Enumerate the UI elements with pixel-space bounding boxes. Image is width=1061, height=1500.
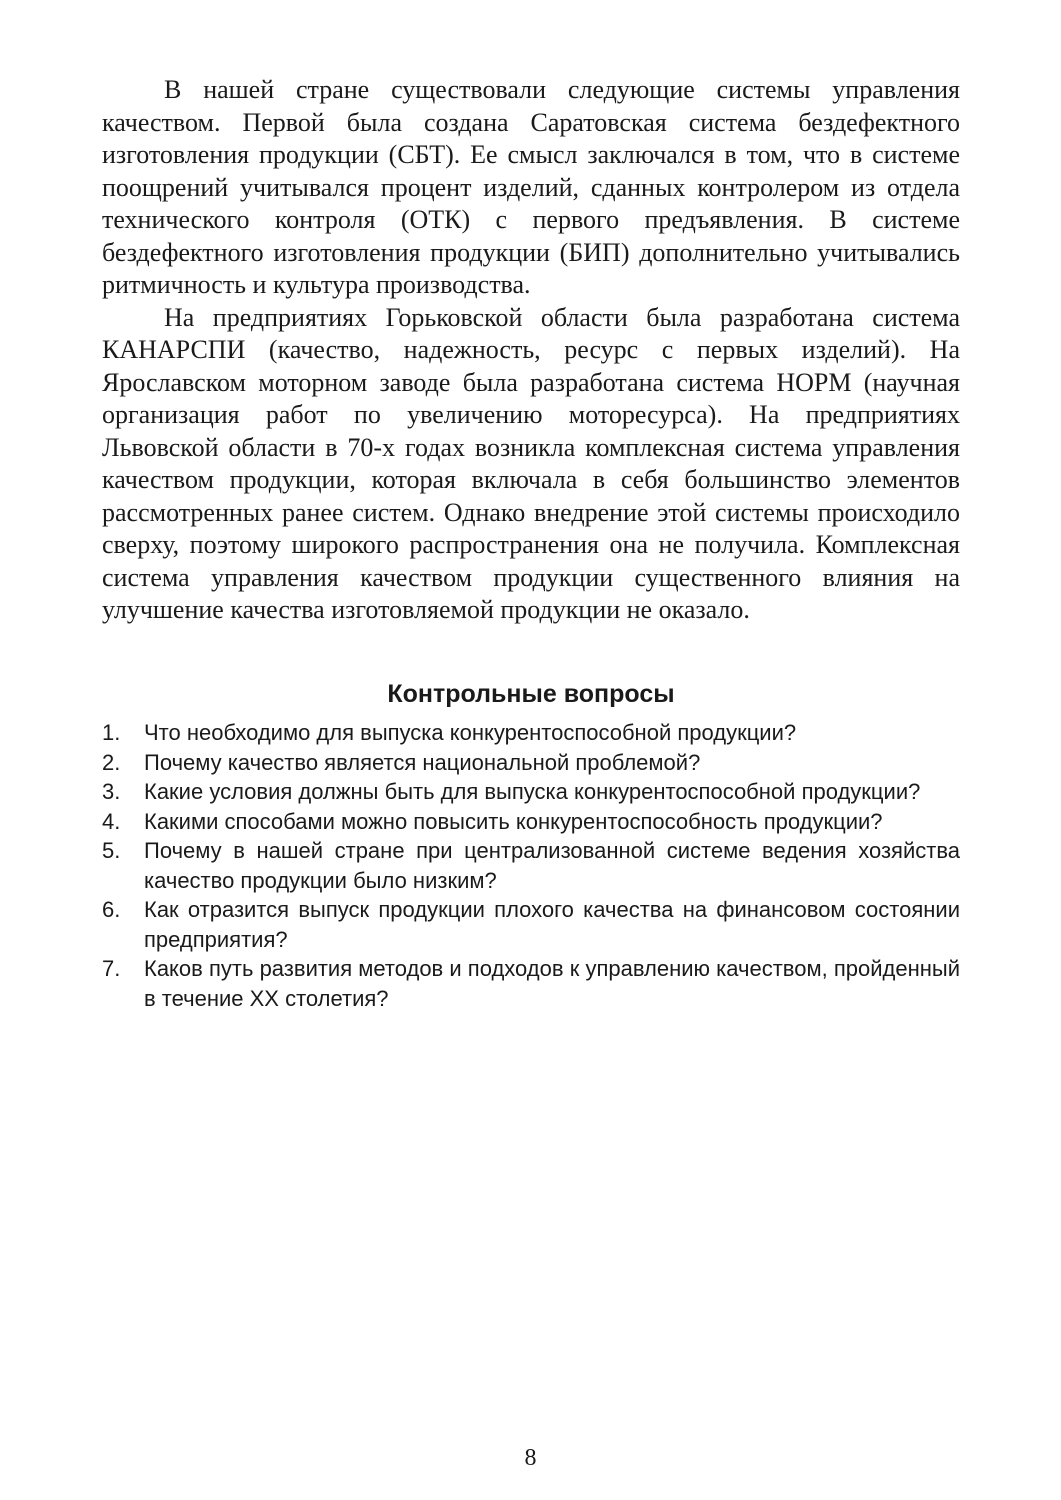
- question-number: 4.: [102, 808, 121, 834]
- question-text: Почему качество является национальной проблемой?: [144, 749, 701, 775]
- page-number: 8: [524, 1445, 537, 1471]
- question-number: 1.: [102, 720, 121, 745]
- question-text: Каков путь развития методов и подходов к управлению качеством, пройденный в течение XX столетия?: [144, 956, 960, 1011]
- question-item: [102, 748, 960, 778]
- question-number: 3.: [102, 779, 121, 804]
- question-number: 2.: [102, 749, 121, 775]
- questions-list: [102, 718, 960, 1013]
- main-text: [102, 74, 960, 627]
- question-text: Что необходимо для выпуска конкурентоспособной продукции?: [144, 720, 797, 745]
- paragraph-2: На предприятиях Горьковской области была разработана система КАНАРСПИ (качество, надежность, ресурс с первых изделий). На Ярославском моторном заводе была разработана система НОРМ (научная организация работ по увеличению моторесурса). На предприятиях Львовской области в 70-х годах возникла комплексная система управления качеством продукции, которая включала в себя большинство элементов рассмотренных ранее систем. Однако внедрение этой системы происходило сверху, поэтому широкого распространения она не получила. Комплексная система управления качеством продукции существенного влияния на улучшение качества изготовляемой продукции не оказало.: [102, 302, 960, 624]
- question-text: Как отразится выпуск продукции плохого качества на финансовом состоянии предприятия?: [144, 897, 960, 952]
- questions-heading: Контрольные вопросы: [387, 680, 675, 708]
- question-item: [102, 777, 960, 807]
- question-item: [102, 836, 960, 895]
- question-number: 6.: [102, 897, 121, 922]
- question-item: [102, 807, 960, 837]
- question-item: [102, 895, 960, 954]
- paragraph-1: В нашей стране существовали следующие системы управления качеством. Первой была создана Саратовская система бездефектного изготовления продукции (СБТ). Ее смысл заключался в том, что в системе поощрений учитывался процент изделий, сданных контролером из отдела технического контроля (ОТК) с первого предъявления. В системе бездефектного изготовления продукции (БИП) дополнительно учитывались ритмичность и культура производства.: [102, 75, 960, 299]
- question-text: Почему в нашей стране при централизованной системе ведения хозяйства качество продукции было низким?: [144, 838, 960, 893]
- question-text: Какие условия должны быть для выпуска конкурентоспособной продукции?: [144, 779, 921, 804]
- question-number: 7.: [102, 956, 121, 981]
- question-text: Какими способами можно повысить конкурентоспособность продукции?: [144, 808, 883, 834]
- question-number: 5.: [102, 838, 121, 863]
- question-item: [102, 954, 960, 1013]
- question-item: [102, 718, 960, 748]
